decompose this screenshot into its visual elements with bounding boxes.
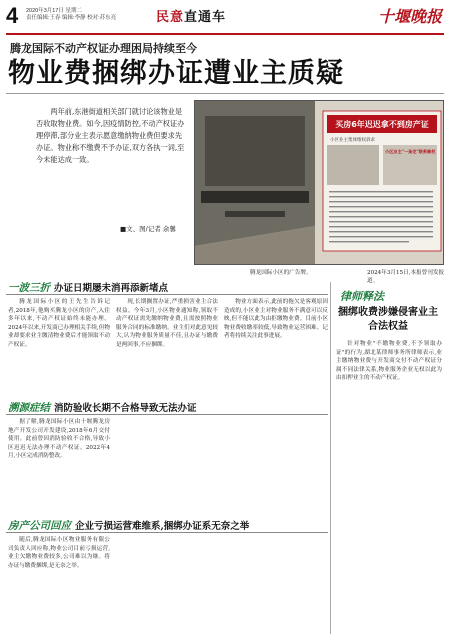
section-2-tag: 溯源症结 [8, 402, 50, 414]
sidebar-body: 针对物业"不缴物业费,不予领取办证"的行为,湖北某律师事务所律师表示,业主缴纳物业费与开发商交付不动产权证分属不同法律关系,物业服务企业无权以此为由扣押业主的不动产权证。 [336, 341, 442, 382]
section-3-title [8, 518, 249, 533]
poster-title: 买房6年迟迟拿不到房产证 [335, 120, 429, 129]
sidebar-tag: 律师释法 [340, 290, 384, 303]
section-1-title [8, 280, 168, 295]
masthead [6, 4, 444, 34]
sidebar-headline: 捆绑收费涉嫌侵害业主合法权益 [338, 307, 438, 332]
section-1-col-2: 现,长期搁置办证,严重损害业主合法权益。今年3月,小区物业通知称,领取不动产权证需先缴纳物业费,且需按照物业服务合同的标准缴纳。业主们对此意见较大,认为物业服务质量不佳,且办证与缴费是两回事,不应捆绑。 [116, 299, 218, 348]
section-3-col-2 [116, 536, 218, 636]
section-2-col-2 [116, 418, 218, 508]
section-3-heading: 企业亏损运营难维系,捆绑办证系无奈之举 [75, 521, 250, 532]
article-lead: 两年前,东港街道相关部门就讨论该物业是否收取物业费。如今,因疫情防控,不动产权证办理停滞,部分业主表示愿意缴纳物业费但要求先办证。物业称不缴费不予办证,双方各执一词,至今未能达成一致。 [36, 107, 185, 164]
section-3-col-1: 随后,腾龙国际小区物业服务有限公司负责人回应称,物业公司目前亏损运营,业主欠缴物业费较多,公司难以为继。将办证与缴费捆绑,是无奈之举。 [8, 537, 110, 569]
section-main: 民意 [156, 10, 185, 25]
section-1-col-1: 腾龙国际小区的王先生告诉记者,2018年,他购买腾龙小区的房产,入住多年以来,不动产权证始终未能办理。2024年以来,开发商已办理相关手续,但物业却要求业主缴清物业费后才能领取不动产权证。 [8, 299, 110, 348]
section-2-heading: 消防验收长期不合格导致无法办证 [54, 403, 197, 414]
section-2-title [8, 400, 197, 415]
section-1-rule [6, 294, 328, 295]
article-kicker: 腾龙国际不动产权证办理困局持续至今 [10, 42, 197, 55]
section-1-col-3: 物业方面表示,此前的拖欠是客观原因造成的,小区业主对物业服务不满意可以反映,但不能以此为由拒缴物业费。目前小区物业费收缴率较低,导致物业运营困难。记者将持续关注此事进展。 [224, 299, 328, 340]
masthead-editors: 责任编辑:王春 编辑:李静 校对:苏东亮 [26, 15, 117, 21]
section-sub: 直通车 [184, 10, 227, 25]
photo-caption: 腾龙国际小区的广告牌。 [250, 270, 312, 276]
masthead-rule [6, 33, 444, 35]
poster-sub: 小区业主集体维权诉求 [330, 138, 375, 143]
section-3-tag: 房产公司回应 [8, 520, 71, 532]
section-name [156, 6, 226, 25]
headline-rule [6, 93, 444, 94]
section-2-col-3 [224, 418, 328, 508]
section-1-heading: 办证日期屡未消再添新堵点 [54, 283, 169, 294]
section-2-col-1: 据了解,腾龙国际小区由十堰腾龙房地产开发公司开发建设,2018年6月交付使用。此前曾因消防验收不合格,导致小区迟迟无法办理不动产权证。2022年4月,小区完成消防整改。 [8, 419, 110, 460]
sidebar-divider [330, 282, 331, 634]
poster-side: 小区业主"一条龙"联系维权 [385, 149, 436, 154]
page-number: 4 [6, 3, 19, 28]
photo-illustration [195, 101, 444, 265]
section-3-rule [6, 532, 328, 533]
section-2-rule [6, 414, 328, 415]
article-byline: ■文、图/记者 余馨 [120, 225, 176, 233]
masthead-meta [26, 8, 116, 22]
article-photo [194, 100, 444, 265]
photo-caption-2: 2024年3月15日,本报曾刊发报道。 [367, 270, 445, 284]
section-3-col-3 [224, 536, 328, 636]
article-headline: 物业费捆绑办证遭业主质疑 [8, 58, 344, 89]
section-1-tag: 一波三折 [8, 282, 50, 294]
paper-logo: 十堰晚报 [377, 7, 442, 26]
masthead-date: 2020年3月17日 星期二 [26, 8, 82, 14]
